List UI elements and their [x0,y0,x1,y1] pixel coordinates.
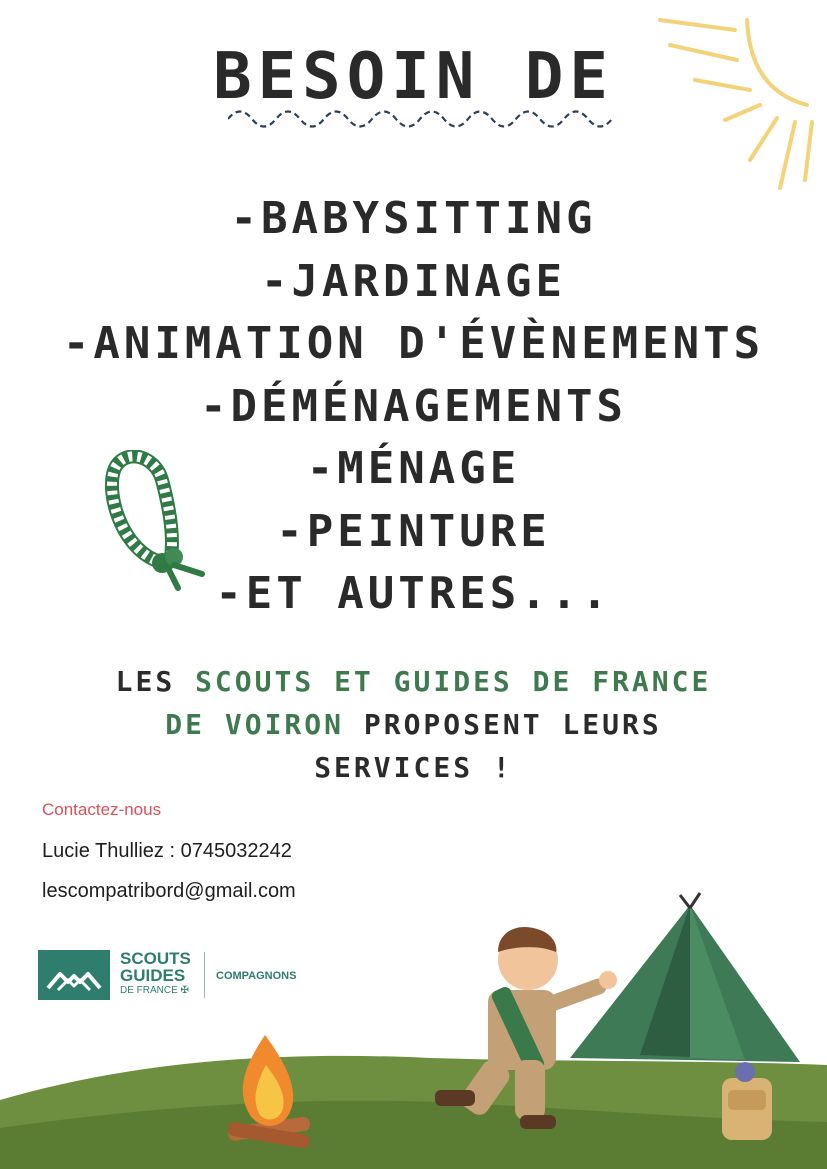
contact-email: lescompatribord@gmail.com [42,880,296,902]
contact-heading: Contactez-nous [42,800,162,819]
logo-companions: COMPAGNONS [216,970,297,982]
tagline-highlight: SCOUTS ET GUIDES DE FRANCE [195,665,712,698]
service-item: -DÉMÉNAGEMENTS [200,380,627,432]
logo-line: DE FRANCE ✠ [120,985,189,996]
logo-mark-icon [38,950,110,1000]
service-item: -JARDINAGE [261,255,566,307]
logo-wordmark [120,950,191,998]
camp-scene-illustration [0,890,827,1169]
logo-line: GUIDES [120,966,186,985]
wavy-underline [228,104,613,134]
tagline-text: LES [115,665,196,698]
service-item: -MÉNAGE [306,443,521,494]
logo-line: SCOUTS [120,949,191,968]
service-item: -ANIMATION D'ÉVÈNEMENTS [62,318,765,369]
tagline-text: SERVICES ! [314,751,513,784]
sun-icon [655,0,827,195]
service-item: -PEINTURE [276,505,551,557]
service-item: -BABYSITTING [230,193,597,244]
page-title: BESOIN DE [213,40,614,114]
service-item: -ET AUTRES... [215,568,612,619]
tagline-text: PROPOSENT LEURS [344,708,662,741]
contact-phone: Lucie Thulliez : 0745032242 [42,840,292,862]
scouts-guides-logo [38,950,308,1002]
logo-divider [204,952,205,998]
scout-scarf-icon [100,450,215,595]
tagline [0,660,827,789]
tagline-highlight: DE VOIRON [165,708,344,741]
